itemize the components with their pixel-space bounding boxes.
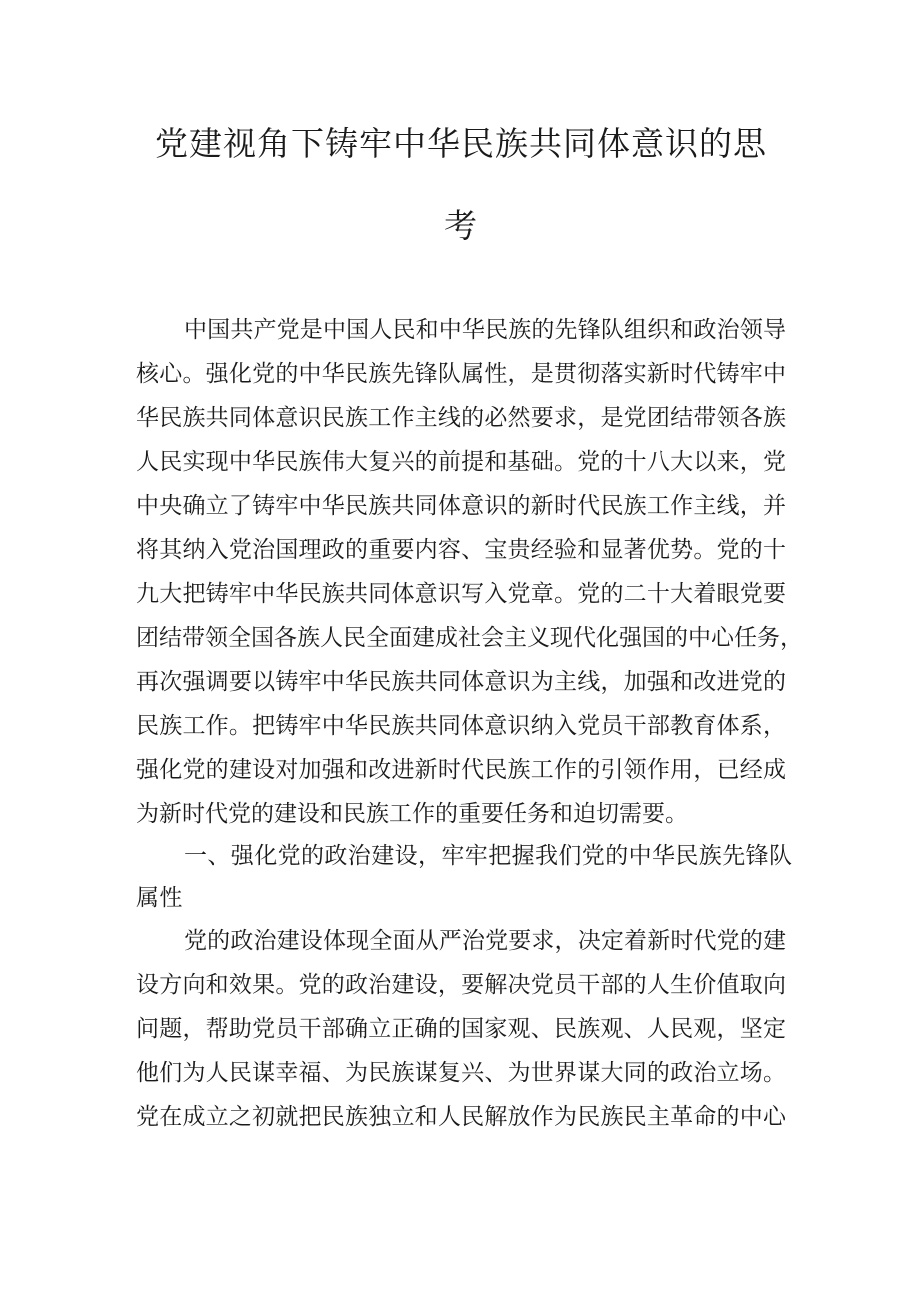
paragraph-line: 核心。强化党的中华民族先锋队属性，是贯彻落实新时代铸牢中 xyxy=(136,361,786,387)
paragraph-line: 中国共产党是中国人民和中华民族的先锋队组织和政治领导 xyxy=(184,317,786,343)
paragraph-line: 团结带领全国各族人民全面建成社会主义现代化强国的中心任务， xyxy=(136,625,803,651)
paragraph-line: 党在成立之初就把民族独立和人民解放作为民族民主革命的中心 xyxy=(136,1104,786,1130)
paragraph-line: 他们为人民谋幸福、为民族谋复兴、为世界谋大同的政治立场。 xyxy=(136,1060,786,1086)
paragraph-line: 将其纳入党治国理政的重要内容、宝贵经验和显著优势。党的十 xyxy=(136,537,786,563)
paragraph-line: 设方向和效果。党的政治建设，要解决党员干部的人生价值取向 xyxy=(136,972,786,998)
paragraph-line: 问题，帮助党员干部确立正确的国家观、民族观、人民观，坚定 xyxy=(136,1016,786,1042)
paragraph-line: 民族工作。把铸牢中华民族共同体意识纳入党员干部教育体系， xyxy=(136,713,786,739)
paragraph-line: 人民实现中华民族伟大复兴的前提和基础。党的十八大以来，党 xyxy=(136,449,786,475)
document-title-line-1: 党建视角下铸牢中华民族共同体意识的思 xyxy=(155,124,767,163)
section-heading-line: 一、强化党的政治建设，牢牢把握我们党的中华民族先锋队 xyxy=(184,843,793,869)
paragraph-line: 华民族共同体意识民族工作主线的必然要求，是党团结带领各族 xyxy=(136,405,786,431)
paragraph-line: 强化党的建设对加强和改进新时代民族工作的引领作用，已经成 xyxy=(136,757,786,783)
paragraph-line: 为新时代党的建设和民族工作的重要任务和迫切需要。 xyxy=(136,801,688,827)
section-heading-line: 属性 xyxy=(136,885,183,911)
paragraph-line: 九大把铸牢中华民族共同体意识写入党章。党的二十大着眼党要 xyxy=(136,581,786,607)
paragraph-line: 中央确立了铸牢中华民族共同体意识的新时代民族工作主线，并 xyxy=(136,493,786,519)
document-title-line-2: 考 xyxy=(444,206,478,245)
paragraph-line: 再次强调要以铸牢中华民族共同体意识为主线，加强和改进党的 xyxy=(136,669,786,695)
paragraph-line: 党的政治建设体现全面从严治党要求，决定着新时代党的建 xyxy=(184,928,786,954)
